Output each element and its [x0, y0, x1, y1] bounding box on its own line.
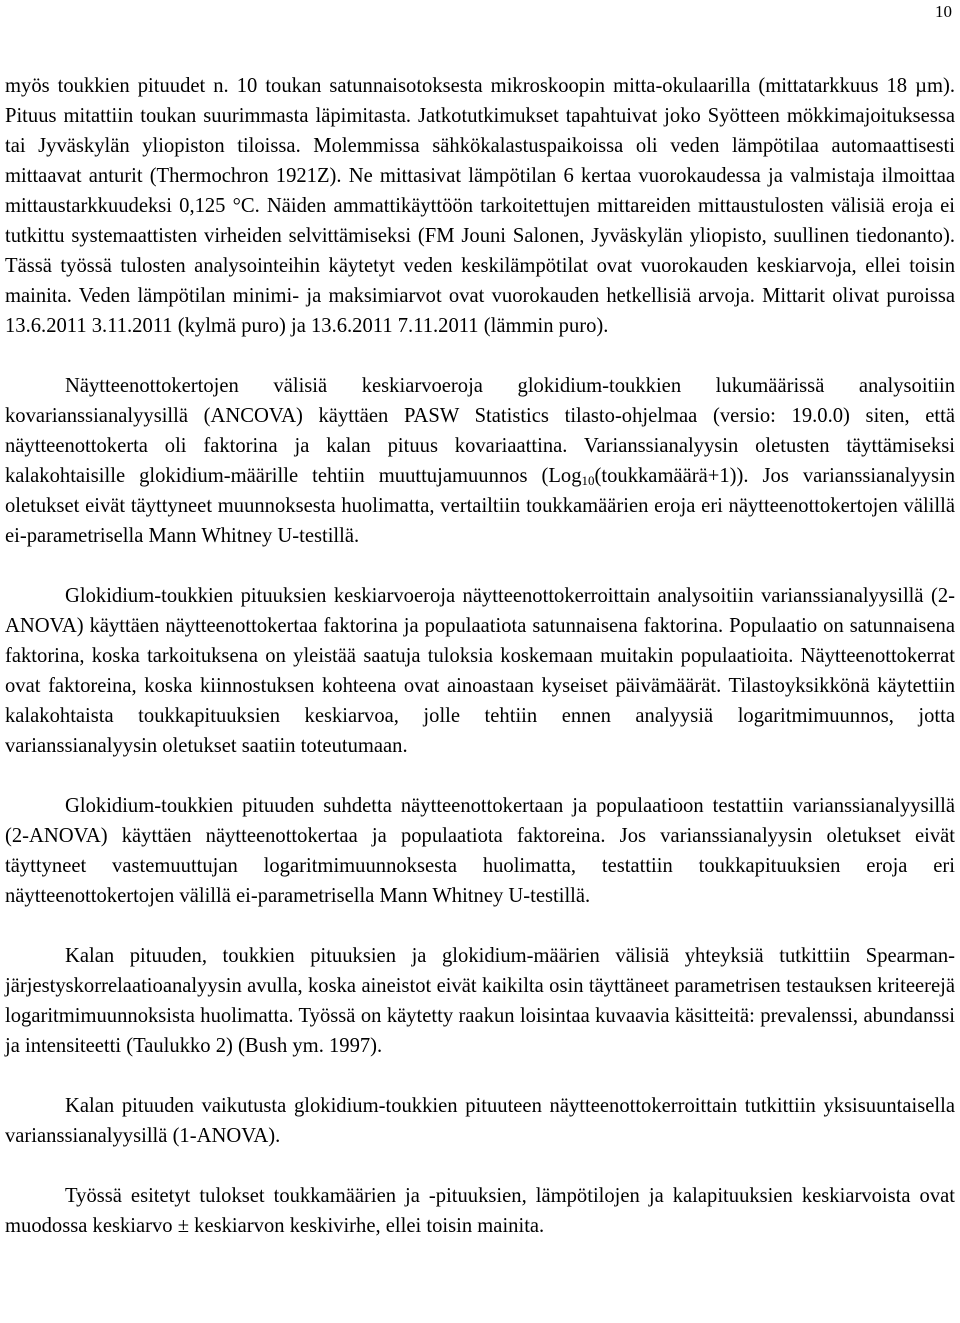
paragraph-2-text-before: Näytteenottokertojen välisiä keskiarvoeroja glokidium-toukkien lukumäärissä analysoitiin kovarianssianalyysillä (ANCOVA) käyttäen PASW Statistics tilasto-ohjelmaa (versio: 19.0.0) siten, että näytteenottokerta oli faktorina ja kalan pituus kovariaattina. Varianssianalyysin oletusten täyttämiseksi kalakohtaisille glokidium-määrille tehtiin muuttujamuunnos (Log [5, 375, 955, 487]
page-number: 10 [935, 2, 952, 21]
paragraph-3: Glokidium-toukkien pituuksien keskiarvoeroja näytteenottokerroittain analysoitiin varianssianalyysillä (2-ANOVA) käyttäen näytteenottokertaa faktorina ja populaatiota satunnaisena faktorina. Populaatio on satunnaisena faktorina, koska tarkoituksena on yleistää saatuja tuloksia koskemaan muitakin populaatioita. Näytteenottokerrat ovat faktoreina, koska kiinnostuksen kohteena ovat ainoastaan kyseiset päivämäärät. Tilastoyksikkönä käytettiin kalakohtaista toukkapituuksien keskiarvoa, jolle tehtiin ennen analyysiä logaritmimuunnos, jotta varianssianalyysin oletukset saatiin toteutumaan. [5, 585, 955, 757]
paragraph-4: Glokidium-toukkien pituuden suhdetta näytteenottokertaan ja populaatioon testattiin varianssianalyysillä (2-ANOVA) käyttäen näytteenottokertaa ja populaatiota faktoreina. Jos varianssianalyysin oletukset eivät täyttyneet vastemuuttujan logaritmimuunnoksesta huolimatta, testattiin toukkapituuksien eroja eri näytteenottokertojen välillä ei-parametrisella Mann Whitney U-testillä. [5, 795, 955, 907]
paragraph-1: myös toukkien pituudet n. 10 toukan satunnaisotoksesta mikroskoopin mitta-okulaarilla (mittatarkkuus 18 µm). Pituus mitattiin toukan suurimmasta läpimitasta. Jatkotutkimukset tapahtuivat joko Syötteen mökkimajoituksessa tai Jyväskylän yliopiston tiloissa. Molemmissa sähkökalastuspaikoissa oli veden lämpötilaa automaattisesti mittaavat anturit (Thermochron 1921Z). Ne mittasivat lämpötilan 6 kertaa vuorokaudessa ja valmistaja ilmoittaa mittaustarkkuudeksi 0,125 °C. Näiden ammattikäyttöön tarkoitettujen mittareiden mittaustulosten välisiä eroja ei tutkittu systemaattisten virheiden selvittämiseksi (FM Jouni Salonen, Jyväskylän yliopisto, suullinen tiedonanto). Tässä työssä tulosten analysointeihin käytetyt veden keskilämpötilat ovat vuorokauden keskiarvoja, ellei toisin mainita. Veden lämpötilan minimi- ja maksimiarvot ovat vuorokauden hetkellisiä arvoja. Mittarit olivat puroissa 13.6.2011 3.11.2011 (kylmä puro) ja 13.6.2011 7.11.2011 (lämmin puro). [5, 75, 955, 337]
paragraph-6: Kalan pituuden vaikutusta glokidium-toukkien pituuteen näytteenottokerroittain tutkittiin yksisuuntaisella varianssianalyysillä (1-ANOVA). [5, 1095, 955, 1147]
paragraph-2-text-after: (toukkamäärä+1)). Jos varianssianalyysin oletukset eivät täyttyneet muunnoksesta huolimatta, vertailtiin toukkamäärien eroja eri näytteenottokertojen välillä ei-parametrisella Mann Whitney U-testillä. [5, 465, 955, 547]
paragraph-7: Työssä esitetyt tulokset toukkamäärien ja -pituuksien, lämpötilojen ja kalapituuksien keskiarvoista ovat muodossa keskiarvo ± keskiarvon keskivirhe, ellei toisin mainita. [5, 1185, 955, 1237]
paragraph-5: Kalan pituuden, toukkien pituuksien ja glokidium-määrien välisiä yhteyksiä tutkittiin Spearman-järjestyskorrelaatioanalyysin avulla, koska aineistot eivät kaikilta osin täyttäneet parametrisen testauksen kriteerejä logaritmimuunnoksista huolimatta. Työssä on käytetty raakun loisintaa kuvaavia käsitteitä: prevalenssi, abundanssi ja intensiteetti (Taulukko 2) (Bush ym. 1997). [5, 945, 955, 1057]
paragraph-2 [5, 371, 955, 551]
log-subscript: 10 [581, 473, 595, 488]
page-body [5, 71, 955, 1241]
